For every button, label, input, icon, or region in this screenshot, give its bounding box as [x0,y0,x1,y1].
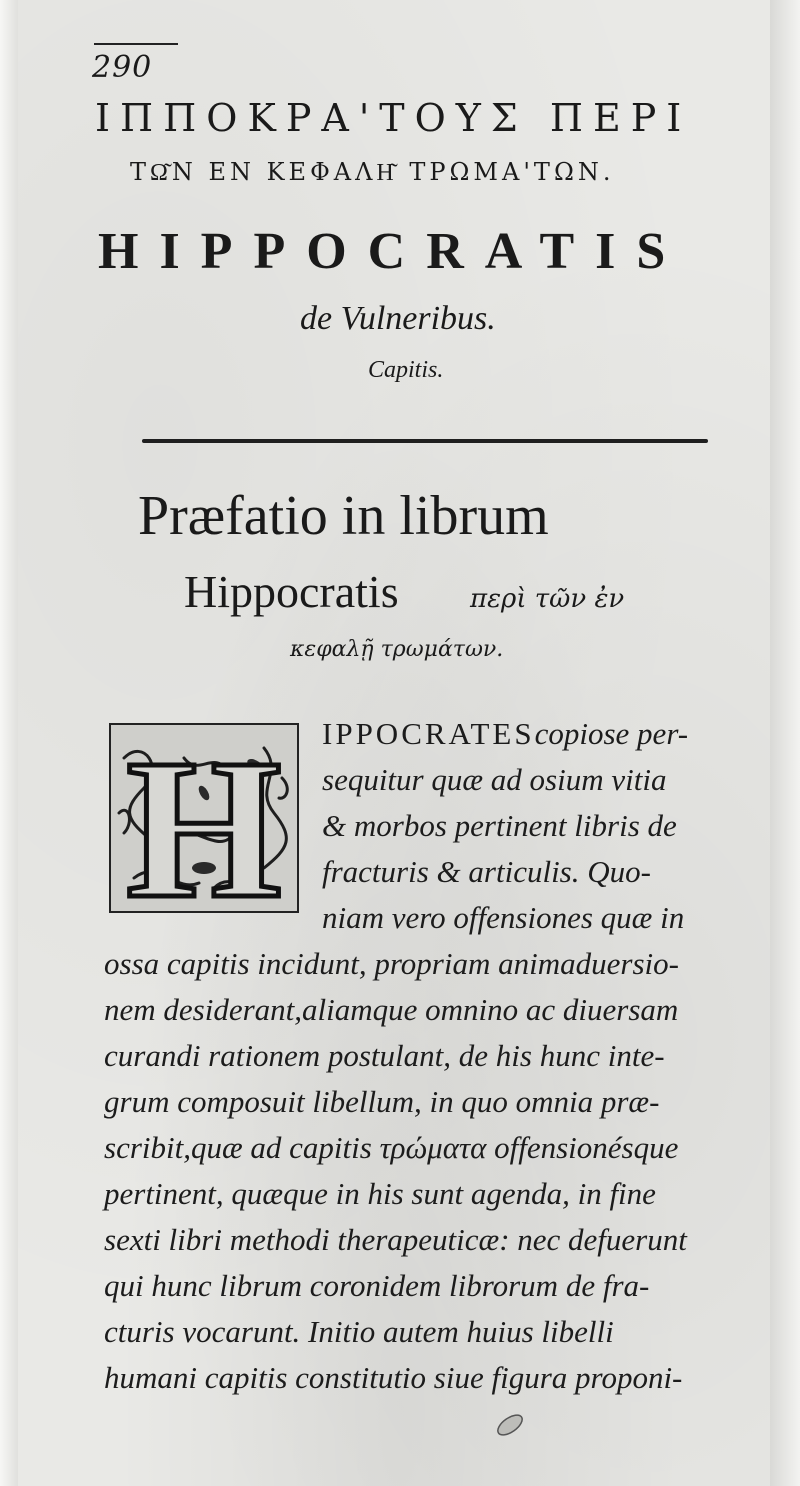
body-line-9: grum composuit libellum, in quo omnia præ- [104,1084,660,1119]
body-line-1-rest: copiose per- [534,716,689,751]
page-number: 290 [92,50,153,85]
subtitle-line-2: Capitis. [368,357,444,383]
body-line-12: sexti libri methodi therapeuticæ: nec defuerunt [104,1222,687,1257]
first-word-smallcaps: IPPOCRATES [322,716,535,751]
body-line-4: fracturis & articulis. Quo- [322,854,651,889]
latin-title: HIPPOCRATIS [98,223,687,280]
body-line-8: curandi rationem postulant, de his hunc inte- [104,1038,665,1073]
decorated-initial-letter: H [126,719,282,918]
preface-greek-line-1: περὶ τῶν ἐν [470,584,625,614]
body-line-10: scribit,quæ ad capitis τρώματα offensionésque [104,1130,679,1165]
preface-greek-line-2: κεφαλῇ τρωμάτων. [290,637,504,662]
body-line-6: ossa capitis incidunt, propriam animaduersio- [104,946,679,981]
body-line-5: niam vero offensiones quæ in [322,900,685,935]
decorated-initial-ornament-icon [104,718,304,918]
preface-heading-line-1: Præfatio in librum [138,485,549,547]
body-line-11: pertinent, quæque in his sunt agenda, in fine [104,1176,656,1211]
body-line-3: & morbos pertinent libris de [322,808,677,843]
body-line-14: cturis vocarunt. Initio autem huius libelli [104,1314,614,1349]
body-line-1 [322,718,688,749]
page-number-rule [94,43,178,45]
ink-blot-icon [490,1410,530,1440]
body-line-2: sequitur quæ ad osium vitia [322,762,667,797]
preface-heading-line-2: Hippocratis [184,566,399,617]
body-line-15: humani capitis constitutio siue figura proponi- [104,1360,683,1395]
greek-title-line-2: ΤΩ͂Ν ΕΝ ΚΕΦΑΛΗ͂ ΤΡΩΜΑ'ΤΩΝ. [130,158,615,186]
page-right-edge [770,0,800,1486]
decorated-initial [104,718,304,918]
header-divider-rule [142,439,708,443]
body-line-7: nem desiderant,aliamque omnino ac diuersam [104,992,679,1027]
body-line-13: qui hunc librum coronidem librorum de fra- [104,1268,650,1303]
page-left-edge [0,0,18,1486]
subtitle-line-1: de Vulneribus. [300,300,496,337]
greek-title-line-1: ΙΠΠΟΚΡΑ'ΤΟΥΣ ΠΕΡΙ [95,96,692,140]
